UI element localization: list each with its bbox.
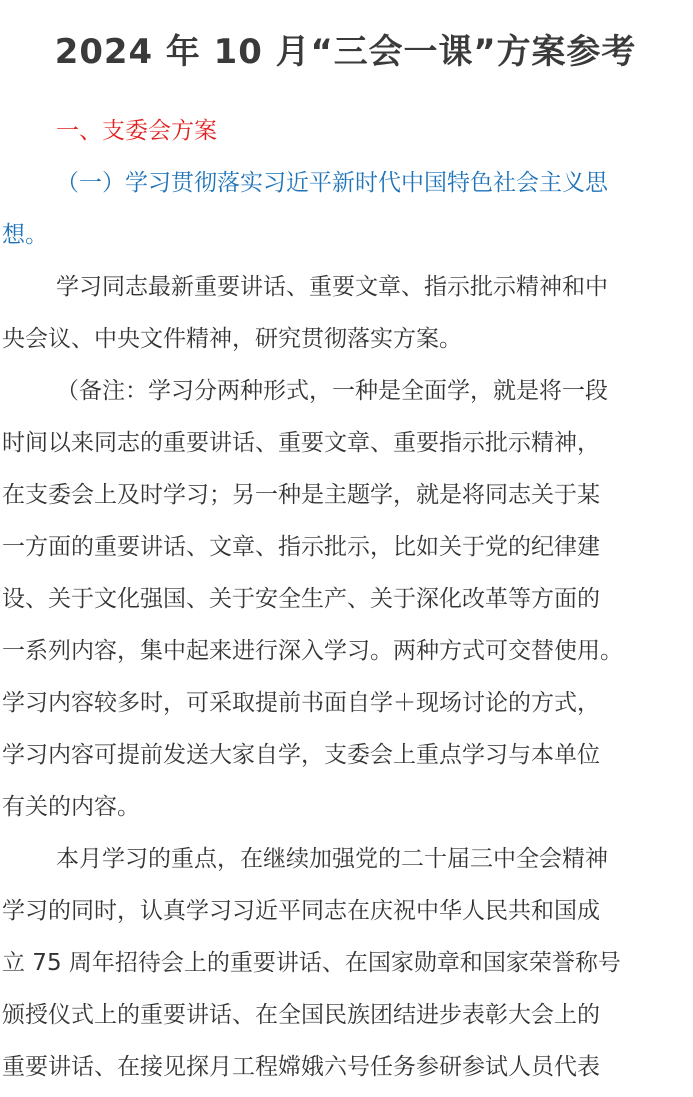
document-title: 2024 年 10 月“三会一课”方案参考 — [54, 32, 637, 72]
paragraph-line: 一系列内容，集中起来进行深入学习。两种方式可交替使用。 — [2, 638, 623, 664]
paragraph-line: 颁授仪式上的重要讲话、在全国民族团结进步表彰大会上的 — [2, 1002, 600, 1028]
paragraph-line: 设、关于文化强国、关于安全生产、关于深化改革等方面的 — [2, 586, 600, 612]
paragraph-line: 立 75 周年招待会上的重要讲话、在国家勋章和国家荣誉称号 — [2, 950, 621, 976]
paragraph-line: 一方面的重要讲话、文章、指示批示，比如关于党的纪律建 — [2, 534, 600, 560]
paragraph-line: 在支委会上及时学习；另一种是主题学，就是将同志关于某 — [2, 482, 600, 508]
paragraph-line: 学习内容较多时，可采取提前书面自学＋现场讨论的方式， — [2, 690, 600, 716]
paragraph-line: 本月学习的重点，在继续加强党的二十届三中全会精神 — [56, 846, 608, 872]
section-heading: 一、支委会方案 — [56, 118, 217, 144]
paragraph-line: 学习内容可提前发送大家自学，支委会上重点学习与本单位 — [2, 742, 600, 768]
paragraph-line: 有关的内容。 — [2, 794, 140, 820]
paragraph-line: 央会议、中央文件精神，研究贯彻落实方案。 — [2, 326, 462, 352]
paragraph-line: （备注：学习分两种形式，一种是全面学，就是将一段 — [56, 378, 608, 404]
paragraph-line: 学习的同时，认真学习习近平同志在庆祝中华人民共和国成 — [2, 898, 600, 924]
subsection-heading-line: （一）学习贯彻落实习近平新时代中国特色社会主义思 — [56, 170, 608, 196]
paragraph-line: 时间以来同志的重要讲话、重要文章、重要指示批示精神， — [2, 430, 600, 456]
paragraph-line: 重要讲话、在接见探月工程嫦娥六号任务参研参试人员代表 — [2, 1054, 600, 1080]
subsection-heading-line: 想。 — [2, 222, 48, 248]
paragraph-line: 学习同志最新重要讲话、重要文章、指示批示精神和中 — [56, 274, 608, 300]
